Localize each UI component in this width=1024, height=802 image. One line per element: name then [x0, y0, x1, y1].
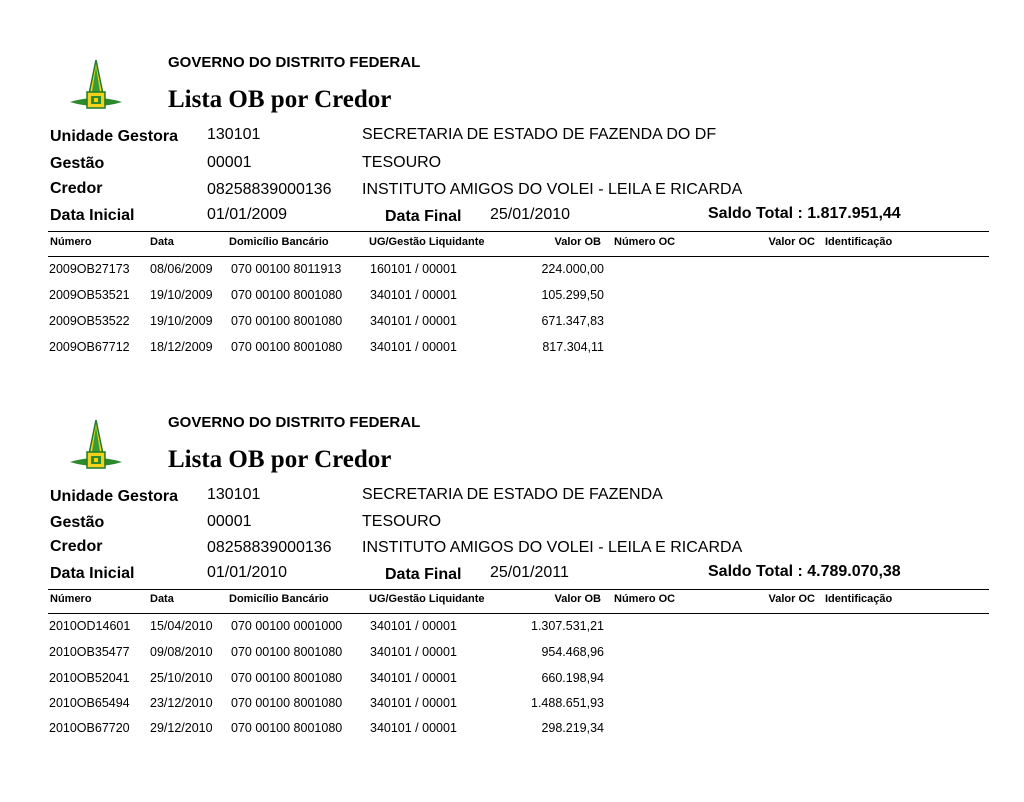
table-row-valor-ob: 298.219,34	[541, 721, 604, 735]
gestao-name: TESOURO	[362, 513, 442, 530]
table-row-data: 23/12/2010	[150, 696, 213, 710]
report-title: Lista OB por Credor	[168, 446, 392, 473]
table-row-data: 19/10/2009	[150, 314, 213, 328]
table-row-domicilio: 070 00100 8001080	[231, 340, 343, 354]
table-row-domicilio: 070 00100 0001000	[231, 619, 343, 633]
table-row-numero: 2009OB53522	[49, 314, 130, 328]
column-header-identificacao: Identificação	[825, 236, 893, 248]
credor-name: INSTITUTO AMIGOS DO VOLEI - LEILA E RICARDA	[362, 539, 743, 556]
data-final-value: 25/01/2010	[490, 206, 571, 223]
column-header-ug: UG/Gestão Liquidante	[369, 236, 485, 248]
unidade-gestora-code: 130101	[207, 126, 261, 143]
table-row-ug: 340101 / 00001	[370, 619, 457, 633]
table-row-valor-ob: 954.468,96	[541, 645, 604, 659]
column-header-numero: Número	[50, 236, 92, 248]
header-top-rule	[48, 589, 989, 590]
table-row-numero: 2010OD14601	[49, 619, 131, 633]
gestao-name: TESOURO	[362, 154, 442, 171]
column-header-numero: Número	[50, 593, 92, 605]
table-row-domicilio: 070 00100 8001080	[231, 288, 343, 302]
table-row-data: 18/12/2009	[150, 340, 213, 354]
gestao-label: Gestão	[50, 155, 105, 172]
table-row-numero: 2010OB67720	[49, 721, 130, 735]
table-row-ug: 340101 / 00001	[370, 288, 457, 302]
column-header-valor-ob: Valor OB	[554, 236, 601, 248]
column-header-identificacao: Identificação	[825, 593, 893, 605]
table-row-ug: 340101 / 00001	[370, 314, 457, 328]
table-row-domicilio: 070 00100 8001080	[231, 314, 343, 328]
table-row-numero: 2009OB27173	[49, 262, 130, 276]
table-row-ug: 340101 / 00001	[370, 696, 457, 710]
column-header-valor-ob: Valor OB	[554, 593, 601, 605]
gestao-code: 00001	[207, 513, 252, 530]
column-header-domicilio: Domicílio Bancário	[229, 593, 329, 605]
table-row-valor-ob: 1.488.651,93	[531, 696, 604, 710]
government-name: GOVERNO DO DISTRITO FEDERAL	[168, 414, 421, 431]
table-row-data: 25/10/2010	[150, 671, 213, 685]
table-row-data: 29/12/2010	[150, 721, 213, 735]
table-row-ug: 160101 / 00001	[370, 262, 457, 276]
table-row-valor-ob: 671.347,83	[541, 314, 604, 328]
gestao-label: Gestão	[50, 514, 105, 531]
data-inicial-label: Data Inicial	[50, 207, 135, 224]
column-header-numero-oc: Número OC	[614, 236, 676, 248]
unidade-gestora-name: SECRETARIA DE ESTADO DE FAZENDA DO DF	[362, 126, 717, 143]
unidade-gestora-name: SECRETARIA DE ESTADO DE FAZENDA	[362, 486, 663, 503]
table-row-numero: 2009OB67712	[49, 340, 130, 354]
column-header-domicilio: Domicílio Bancário	[229, 236, 329, 248]
table-row-ug: 340101 / 00001	[370, 671, 457, 685]
credor-label: Credor	[50, 538, 103, 555]
data-inicial-value: 01/01/2010	[207, 564, 288, 581]
saldo-total: Saldo Total : 1.817.951,44	[708, 205, 901, 222]
table-row-valor-ob: 817.304,11	[542, 340, 604, 354]
unidade-gestora-code: 130101	[207, 486, 261, 503]
table-row-data: 08/06/2009	[150, 262, 213, 276]
column-header-data: Data	[150, 236, 174, 248]
table-row-data: 09/08/2010	[150, 645, 213, 659]
table-row-data: 19/10/2009	[150, 288, 213, 302]
table-row-numero: 2010OB35477	[49, 645, 130, 659]
data-final-label: Data Final	[385, 566, 462, 583]
table-row-domicilio: 070 00100 8001080	[231, 696, 343, 710]
table-row-valor-ob: 224.000,00	[541, 262, 604, 276]
column-header-valor-oc: Valor OC	[768, 236, 815, 248]
credor-name: INSTITUTO AMIGOS DO VOLEI - LEILA E RICARDA	[362, 181, 743, 198]
credor-code: 08258839000136	[207, 181, 332, 198]
table-row-numero: 2010OB52041	[49, 671, 130, 685]
header-bottom-rule	[48, 613, 989, 614]
credor-label: Credor	[50, 180, 103, 197]
data-inicial-label: Data Inicial	[50, 565, 135, 582]
table-row-domicilio: 070 00100 8001080	[231, 671, 343, 685]
table-row-ug: 340101 / 00001	[370, 645, 457, 659]
table-row-ug: 340101 / 00001	[370, 340, 457, 354]
table-row-valor-ob: 1.307.531,21	[531, 619, 604, 633]
gdf-emblem-icon	[66, 418, 126, 478]
column-header-valor-oc: Valor OC	[768, 593, 815, 605]
table-row-domicilio: 070 00100 8011913	[231, 262, 342, 276]
government-name: GOVERNO DO DISTRITO FEDERAL	[168, 54, 421, 71]
column-header-data: Data	[150, 593, 174, 605]
column-header-ug: UG/Gestão Liquidante	[369, 593, 485, 605]
table-row-numero: 2009OB53521	[49, 288, 130, 302]
table-row-valor-ob: 660.198,94	[541, 671, 604, 685]
report-title: Lista OB por Credor	[168, 86, 392, 113]
table-row-domicilio: 070 00100 8001080	[231, 721, 343, 735]
data-inicial-value: 01/01/2009	[207, 206, 288, 223]
unidade-gestora-label: Unidade Gestora	[50, 128, 179, 145]
data-final-value: 25/01/2011	[490, 564, 569, 581]
gestao-code: 00001	[207, 154, 252, 171]
table-row-domicilio: 070 00100 8001080	[231, 645, 343, 659]
table-row-valor-ob: 105.299,50	[541, 288, 604, 302]
table-row-ug: 340101 / 00001	[370, 721, 457, 735]
column-header-numero-oc: Número OC	[614, 593, 676, 605]
data-final-label: Data Final	[385, 208, 462, 225]
credor-code: 08258839000136	[207, 539, 332, 556]
table-row-data: 15/04/2010	[150, 619, 213, 633]
unidade-gestora-label: Unidade Gestora	[50, 488, 179, 505]
saldo-total: Saldo Total : 4.789.070,38	[708, 563, 901, 580]
table-row-numero: 2010OB65494	[49, 696, 130, 710]
